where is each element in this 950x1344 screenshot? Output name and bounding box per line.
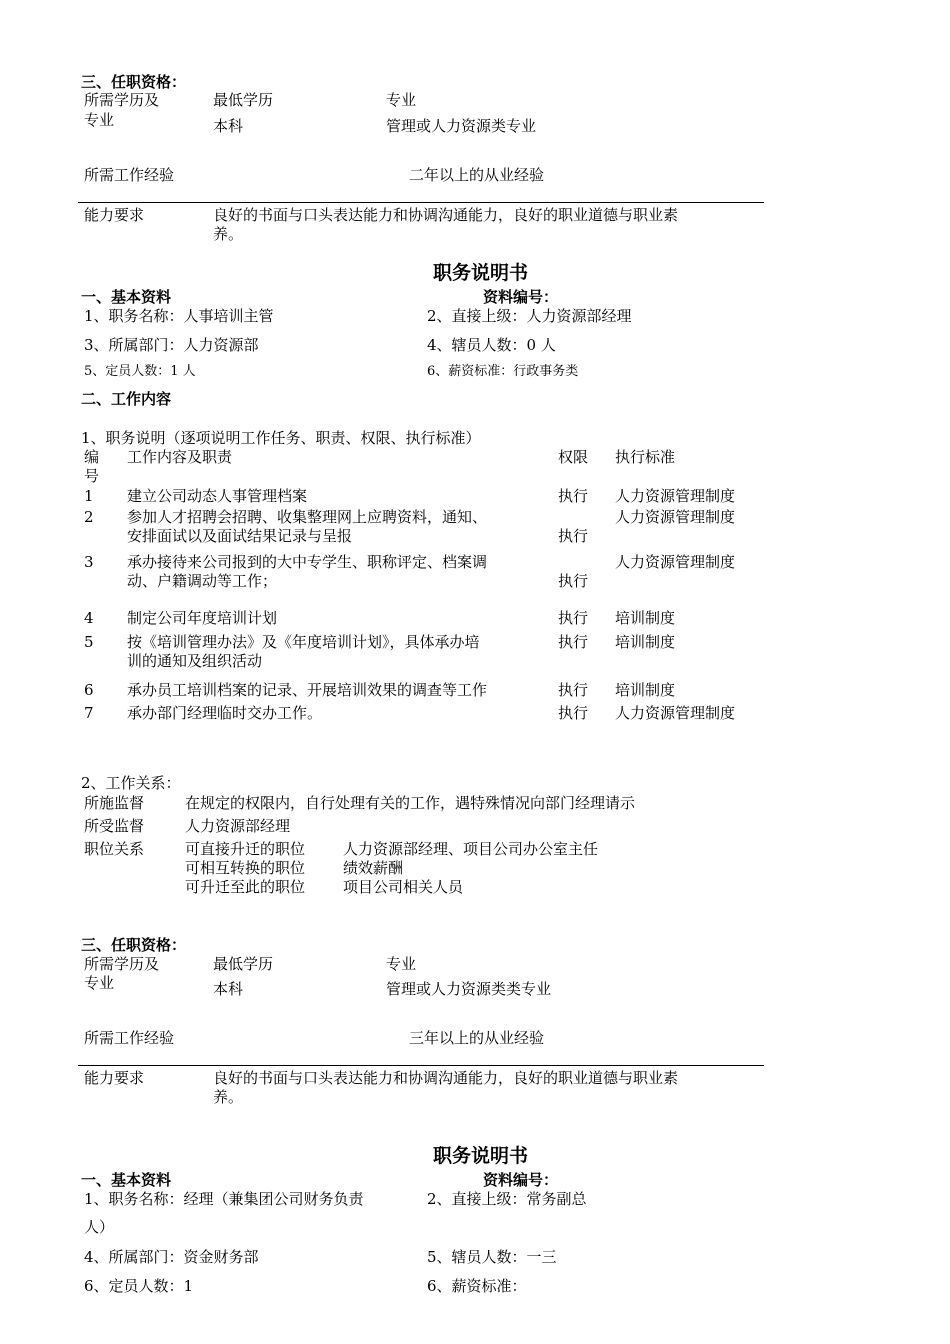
ability-value: 良好的书面与口头表达能力和协调沟通能力，良好的职业道德与职业素 [213,1069,679,1087]
min-education-label: 最低学历 [213,91,274,109]
row-standard: 人力资源管理制度 [615,508,736,526]
row-standard: 培训制度 [615,609,676,627]
row-standard: 人力资源管理制度 [615,704,736,722]
major-label: 专业 [386,955,417,973]
ability-value: 良好的书面与口头表达能力和协调沟通能力，良好的职业道德与职业素 [213,206,679,224]
divider [78,1065,764,1066]
department: 4、所属部门：资金财务部 [84,1248,259,1266]
major-label: 专业 [386,91,417,109]
promote-label: 可直接升迁的职位 [185,840,306,858]
major-value: 管理或人力资源类类专业 [386,980,552,998]
row-number: 1 [84,487,94,505]
divider [78,202,764,203]
subordinate-count: 4、辖员人数：0 人 [427,336,556,354]
min-education-value: 本科 [213,980,244,998]
row-content: 承办部门经理临时交办工作。 [127,704,323,722]
row-content-cont: 动、户籍调动等工作； [127,572,278,590]
row-number: 6 [84,681,94,699]
document-code-label: 资料编号： [483,288,559,306]
basic-info-heading: 一、基本资料 [81,1171,172,1189]
education-label-cont: 专业 [84,111,115,129]
row-content: 制定公司年度培训计划 [127,609,278,627]
qualifications-heading: 三、任职资格： [81,73,187,91]
position-relations-label: 职位关系 [84,840,145,858]
experience-value: 三年以上的从业经验 [409,1029,545,1047]
row-content: 承办接待来公司报到的大中专学生、职称评定、档案调 [127,553,488,571]
qualifications-heading: 三、任职资格： [81,936,187,954]
row-authority: 执行 [558,633,589,651]
row-standard: 培训制度 [615,681,676,699]
row-number: 4 [84,609,94,627]
column-header-number: 编 [84,448,100,466]
row-number: 5 [84,633,94,651]
direct-superior: 2、直接上级：人力资源部经理 [427,307,632,325]
supervised-value: 人力资源部经理 [185,817,291,835]
swap-value: 绩效薪酬 [343,859,404,877]
document-code-label: 资料编号： [483,1171,559,1189]
ability-label: 能力要求 [84,1069,145,1087]
row-authority: 执行 [558,704,589,722]
job-name-cont: 人） [84,1218,115,1236]
salary-standard: 6、薪资标准：行政事务类 [427,364,579,379]
work-content-heading: 二、工作内容 [81,390,172,408]
supervised-label: 所受监督 [84,817,145,835]
min-education-value: 本科 [213,117,244,135]
row-authority: 执行 [558,527,589,545]
relations-heading: 2、工作关系： [81,774,181,792]
min-education-label: 最低学历 [213,955,274,973]
job-name: 1、职务名称：经理（兼集团公司财务负责 [84,1190,364,1208]
ability-value-cont: 养。 [213,1088,244,1106]
headcount: 6、定员人数：1 [84,1277,194,1295]
row-content: 承办员工培训档案的记录、开展培训效果的调查等工作 [127,681,488,699]
row-standard: 人力资源管理制度 [615,553,736,571]
promote-from-value: 项目公司相关人员 [343,878,464,896]
education-label-cont: 专业 [84,974,115,992]
supervise-value: 在规定的权限内，自行处理有关的工作，遇特殊情况向部门经理请示 [185,794,636,812]
row-authority: 执行 [558,609,589,627]
ability-label: 能力要求 [84,206,145,224]
direct-superior: 2、直接上级：常务副总 [427,1190,587,1208]
row-number: 2 [84,508,94,526]
row-content-cont: 训的通知及组织活动 [127,652,263,670]
document-title: 职务说明书 [433,1145,529,1167]
row-content: 参加人才招聘会招聘、收集整理网上应聘资料，通知、 [127,508,488,526]
supervise-label: 所施监督 [84,794,145,812]
row-authority: 执行 [558,681,589,699]
promote-from-label: 可升迁至此的职位 [185,878,306,896]
headcount: 5、定员人数：1 人 [84,364,196,379]
basic-info-heading: 一、基本资料 [81,288,172,306]
row-standard: 培训制度 [615,633,676,651]
column-header-standard: 执行标准 [615,448,676,466]
department: 3、所属部门：人力资源部 [84,336,259,354]
experience-value: 二年以上的从业经验 [409,166,545,184]
subordinate-count: 5、辖员人数：一三 [427,1248,557,1266]
document-title: 职务说明书 [433,262,529,284]
salary-standard: 6、薪资标准： [427,1277,527,1295]
education-label: 所需学历及 [84,91,160,109]
row-standard: 人力资源管理制度 [615,487,736,505]
duties-intro: 1、职务说明（逐项说明工作任务、职责、权限、执行标准） [81,429,481,447]
experience-label: 所需工作经验 [84,166,175,184]
swap-label: 可相互转换的职位 [185,859,306,877]
row-number: 3 [84,553,94,571]
ability-value-cont: 养。 [213,225,244,243]
row-authority: 执行 [558,487,589,505]
column-header-content: 工作内容及职责 [127,448,233,466]
education-label: 所需学历及 [84,955,160,973]
row-authority: 执行 [558,572,589,590]
job-name: 1、职务名称：人事培训主管 [84,307,274,325]
promote-value: 人力资源部经理、项目公司办公室主任 [343,840,599,858]
column-header-authority: 权限 [558,448,589,466]
row-content: 按《培训管理办法》及《年度培训计划》，具体承办培 [127,633,480,651]
row-number: 7 [84,704,94,722]
experience-label: 所需工作经验 [84,1029,175,1047]
column-header-number-cont: 号 [84,467,100,485]
row-content: 建立公司动态人事管理档案 [127,487,308,505]
row-content-cont: 安排面试以及面试结果记录与呈报 [127,527,353,545]
major-value: 管理或人力资源类专业 [386,117,537,135]
